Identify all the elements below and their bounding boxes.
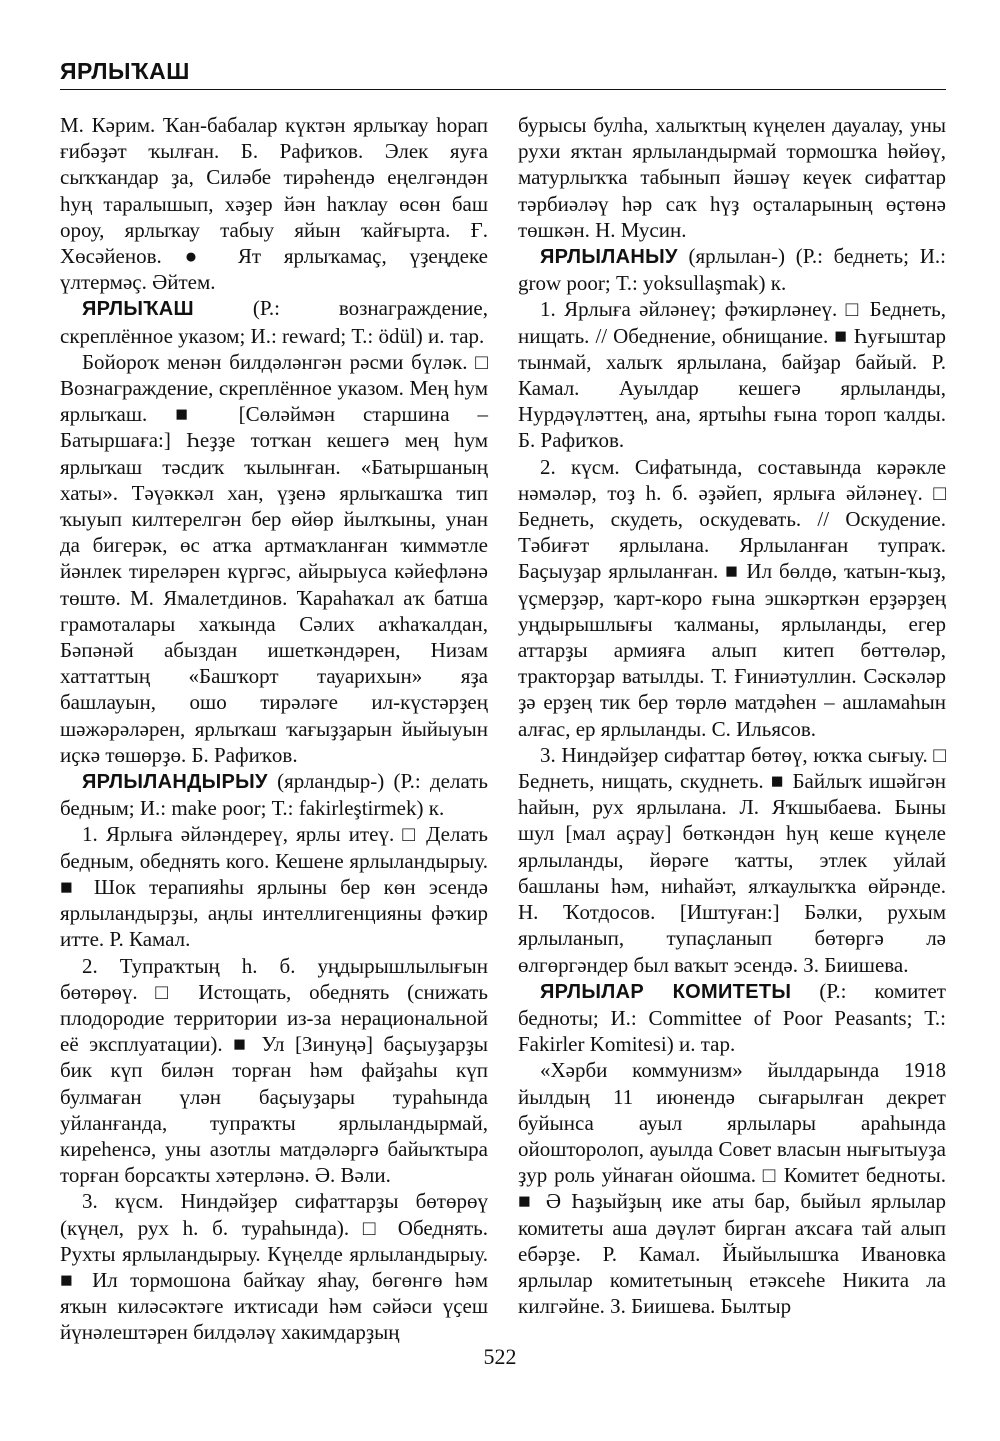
paragraph: М. Кәрим. Ҡан-бабалар күктән ярлыҡау һорап ғибәҙәт ҡылған. Б. Рафиҡов. Элек яуға сыҡҡандар ҙа, Силәбе тирәһендә еңелгәндән һуң таралышып, хәҙер йән һаҡлау өсөн баш ороу, ярлыҡау табыу яйын ҡайғырта. Ғ. Хөсәйенов. ● Ят ярлыҡамаç, үҙеңдеке үлтермәç. Әйтем. [60, 113, 488, 295]
entry-meta: (ярландыр-) (Р.: делать бедным; И.: make poor; Т.: fakirleştirmek) к. [60, 769, 488, 821]
entry-yarlylandyryu [60, 768, 488, 821]
headword: ЯРЛЫЛАНЫУ [540, 246, 678, 269]
paragraph: Бойороҡ менән билдәләнгән рәсми бүләк. □ Вознаграждение, скреплённое указом. Мең һум ярлыҡаш. ■ [Сөләймән старшина – Батыршаға:] Һеҙҙе тотҡан кешегә мең һум ярлыҡаш тәсдиҡ ҡылынған. «Батыршаның хаты». Тәүәккәл хан, үҙенә ярлыҡашҡа тип ҡыуып килтерелгән бер өйөр йылҡыны, унан да бигерәк, өс атҡа артмаҡланған ҡиммәтле йәнлек тиреләрен күргәс, айырыуса кәйефләнә төштө. М. Ямалетдинов. Ҡараһаҡал аҡ батша грамоталары хаҡында Сәлих аҡһаҡалдан, Бәпәнәй абыздан ишеткәндәрен, Низам хаттаттың «Башҡорт тауарихын» яҙа башлауын, ошо тирәләге ил-күстәрҙең шәжәрәләрен, ярлыҡаш ҡағыҙҙарын йыйыуын иҫкә төшөрҙө. Б. Рафиҡов. [60, 349, 488, 767]
entry-meta: (Р.: вознаграждение, скреплённое указом; И.: reward; Т.: ödül) и. тар. [60, 296, 488, 348]
sense-2: 2. Тупраҡтың һ. б. уңдырышлылығын бөтөрөү. □ Истощать, обеднять (снижать плодородие территории из-за нерациональной её эксплуатации). ■ Ул [Зинуңә] баҫыуҙарҙы бик күп билән торған һәм файҙаһы күп булмаған үлән баҫыуҙары тураһында уйланғанда, тупраҡты ярлыландырмай, киреһенсә, уны азотлы матдәләргә байыҡтыра торған борсаҡты хәтерләнә. Ә. Вәли. [60, 953, 488, 1188]
paragraph: бурысы булһа, халыҡтың күңелен дауалау, уны рухи яҡтан ярлыландырмай тормошҡа һөйөү, матурлыҡҡа табынып йәшәү кеүек сифаттар тәрбиәләү һәр саҡ һүҙ оҫталарының өҫтөнә төшкән. Н. Мусин. [518, 113, 946, 242]
entry-yarlylanyu [518, 243, 946, 296]
entry-meta: (ярлылан-) (Р.: беднеть; И.: grow poor; Т.: yoksullaşmak) к. [518, 244, 946, 296]
sense-3: 3. күсм. Ниндәйҙер сифаттарҙы бөтөрөү (күңел, рух һ. б. тураһында). □ Обеднять. Рухты ярлыландырыу. Күңелде ярлыландырыу. ■ Ил тормошона байҡау яһау, бөгөнгө һәм яҡын киләсәктәге иҡтисади һәм сәйәси үҫеш йүнәлештәрен билдәләү хакимдарҙың [60, 1189, 488, 1345]
headword: ЯРЛЫЛАНДЫРЫУ [82, 771, 268, 794]
right-column [518, 112, 946, 1319]
sense-1: 1. Ярлыға әйләнеү; фәҡирләнеү. □ Беднеть, нищать. // Обеднение, обнищание. ■ Һуғыштар тынмай, халыҡ ярлылана, байҙар байый. Р. Камал. Ауылдар кешегә ярлыланды, Нурдәүләттең, ана, яртыһы ғына тороп ҡалды. Б. Рафиҡов. [518, 297, 946, 453]
entry-yarlylar-komiteti [518, 978, 946, 1058]
left-column [60, 112, 488, 1346]
sense-3: 3. Ниндәйҙер сифаттар бөтөү, юҡҡа сығыу. □ Беднеть, нищать, скуднеть. ■ Байлыҡ ишәйгән һайын, рух ярлылана. Л. Яҡшыбаева. Быны шул [мал аҫрау] бөткәндән һуң кеше күңеле ярлыланды, йөрәге ҡатты, этлек уйлай башланы һәм, ниһайәт, ялҡаулыҡҡа өйрәнде. Н. Ҡотдосов. [Иштуған:] Бәлки, рухым ярлыланып, тупаҫланып бөтөргә лә өлгөргәндер был ваҡыт эсендә. З. Биишева. [518, 742, 946, 977]
headword: ЯРЛЫҠАШ [82, 298, 194, 321]
running-head-title: ЯРЛЫҠАШ [60, 58, 190, 84]
sense-2: 2. күсм. Сифатында, составында кәрәкле нәмәләр, тоҙ һ. б. әҙәйеп, ярлыға әйләнеү. □ Беднеть, скудеть, оскудевать. // Оскудение. Тәбиғәт ярлылана. Ярлыланған тупраҡ. Баҫыуҙар ярлыланған. ■ Ил бөлдө, ҡатын-ҡыҙ, үҫмерҙәр, ҡарт-коро ғына эшкәрткән ерҙәрҙең уңдырышлығы ҡалманы, ярлыланды, егер аттарҙы армияға алып китеп бөттөләр, тракторҙар ватылды. Т. Ғиниәтуллин. Сәскәләр ҙә ерҙең тик бер төрлө матдәһен – ашламаһын алғас, ер ярлыланды. С. Ильясов. [518, 454, 946, 741]
page-number: 522 [483, 1344, 517, 1369]
headword: ЯРЛЫЛАР КОМИТЕТЫ [540, 980, 792, 1003]
entry-yarlykash [60, 295, 488, 348]
paragraph: «Хәрби коммунизм» йылдарында 1918 йылдың 11 июнендә сығарылған декрет буйынса ауыл ярлылары араһында ойошторолоп, ауылда Совет власын нығытыуҙа ҙур роль уйнаған ойошма. □ Комитет бедноты. ■ Ә Һаҙыйҙың ике аты бар, быйыл ярлылар комитеты аша дәүләт бирган аҡсаға тай алып ебәрҙе. Р. Камал. Йыйылышҡа Ивановка ярлылар комитетының етәксеһе Никита ла килгәйне. З. Биишева. Былтыр [518, 1058, 946, 1319]
entry-meta: (Р.: комитет бедноты; И.: Committee of Poor Peasants; Т.: Fakirler Komitesi) и. тар. [518, 978, 946, 1057]
running-header [60, 58, 946, 90]
sense-1: 1. Ярлыға әйләндереү, ярлы итеү. □ Делать бедным, обеднять кого. Кешене ярлыландырыу. ■ Шок терапияһы ярлыны бер көн эсендә ярлыландырҙы, аңлы интеллигенцияны фәҡир итте. Р. Камал. [60, 822, 488, 952]
